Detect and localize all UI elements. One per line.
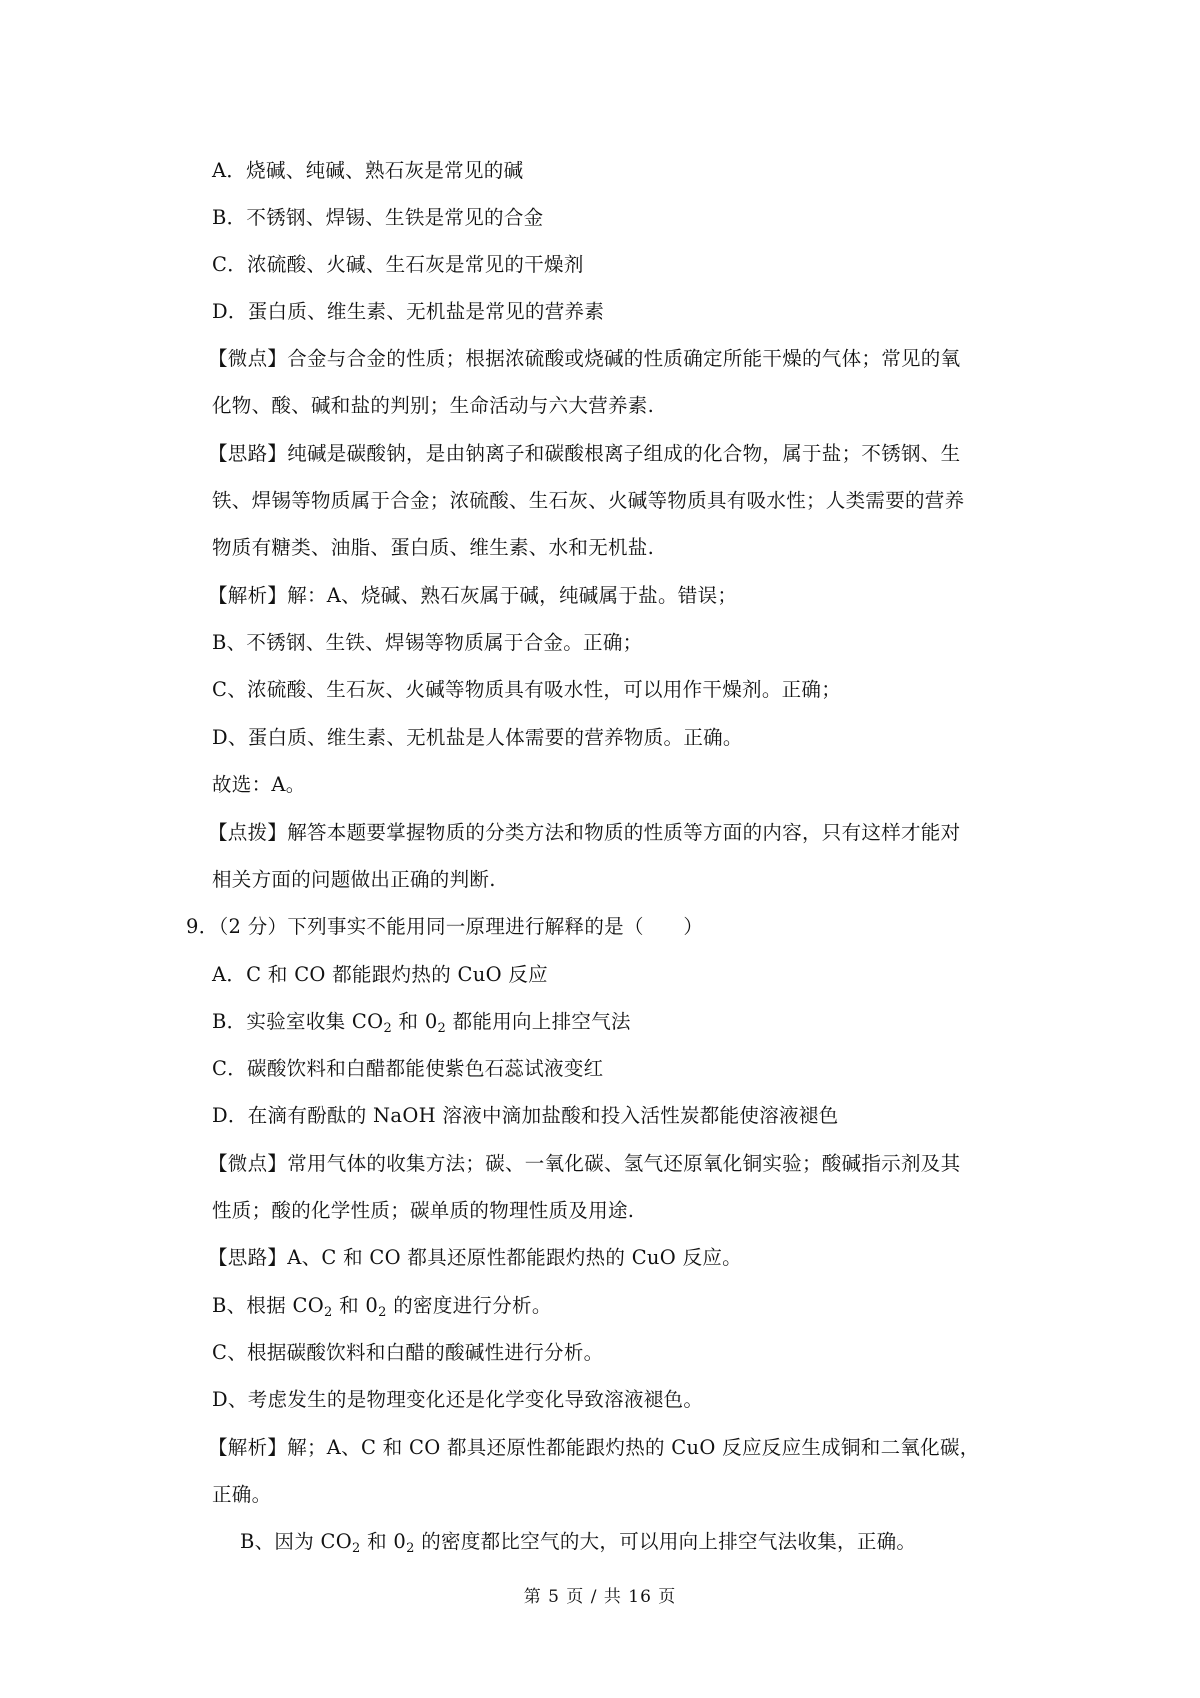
q9-stem: 9．（2 分）下列事实不能用同一原理进行解释的是（ ） <box>186 915 704 938</box>
q8-option-a: A．烧碱、纯碱、熟石灰是常见的碱 <box>212 159 524 182</box>
q8-option-d: D．蛋白质、维生素、无机盐是常见的营养素 <box>212 300 605 323</box>
q9-silu-a: 【思路】A、C 和 CO 都具还原性都能跟灼热的 CuO 反应。 <box>208 1246 742 1269</box>
q8-dianbo-line1: 【点拨】解答本题要掌握物质的分类方法和物质的性质等方面的内容，只有这样才能对 <box>208 821 961 844</box>
q8-dianbo-line2: 相关方面的问题做出正确的判断. <box>212 868 496 891</box>
q8-answer: 故选：A。 <box>212 773 306 796</box>
q8-jiexi-line2: B、不锈钢、生铁、焊锡等物质属于合金。正确； <box>212 631 643 654</box>
q8-option-b: B．不锈钢、焊锡、生铁是常见的合金 <box>212 206 544 229</box>
q8-weidian-line1: 【微点】合金与合金的性质；根据浓硫酸或烧碱的性质确定所能干燥的气体；常见的氧 <box>208 347 961 370</box>
q8-weidian-line2: 化物、酸、碱和盐的判别；生命活动与六大营养素. <box>212 394 655 417</box>
q8-silu-line2: 铁、焊锡等物质属于合金；浓硫酸、生石灰、火碱等物质具有吸水性；人类需要的营养 <box>212 489 965 512</box>
q9-option-c: C．碳酸饮料和白醋都能使紫色石蕊试液变红 <box>212 1057 604 1080</box>
page-number-footer: 第 5 页 / 共 16 页 <box>523 1587 677 1607</box>
q9-silu-c: C、根据碳酸饮料和白醋的酸碱性进行分析。 <box>212 1341 604 1364</box>
q9-jiexi-b: B、因为 $CO_2$ 和 $0_2$ 的密度都比空气的大，可以用向上排空气法收集，正确。 <box>240 1530 917 1556</box>
q8-jiexi-line1: 【解析】解：A、烧碱、熟石灰属于碱，纯碱属于盐。错误； <box>208 584 738 607</box>
q8-silu-line3: 物质有糖类、油脂、蛋白质、维生素、水和无机盐. <box>212 536 655 559</box>
q8-option-c: C．浓硫酸、火碱、生石灰是常见的干燥剂 <box>212 253 584 276</box>
q9-weidian-line1: 【微点】常用气体的收集方法；碳、一氧化碳、氢气还原氧化铜实验；酸碱指示剂及其 <box>208 1152 961 1175</box>
q9-jiexi-line1: 【解析】解；A、C 和 CO 都具还原性都能跟灼热的 CuO 反应反应生成铜和二氧化碳， <box>208 1436 980 1459</box>
q8-jiexi-line4: D、蛋白质、维生素、无机盐是人体需要的营养物质。正确。 <box>212 726 743 749</box>
q9-option-a: A．C 和 CO 都能跟灼热的 CuO 反应 <box>212 963 548 986</box>
q9-option-d: D．在滴有酚酞的 NaOH 溶液中滴加盐酸和投入活性炭都能使溶液褪色 <box>212 1104 839 1127</box>
q9-jiexi-line2: 正确。 <box>212 1483 272 1506</box>
q9-option-b: B．实验室收集 $CO_2$ 和 $0_2$ 都能用向上排空气法 <box>212 1010 631 1036</box>
q9-silu-b: B、根据 $CO_2$ 和 $0_2$ 的密度进行分析。 <box>212 1294 552 1320</box>
q9-silu-d: D、考虑发生的是物理变化还是化学变化导致溶液褪色。 <box>212 1388 704 1411</box>
q8-silu-line1: 【思路】纯碱是碳酸钠，是由钠离子和碳酸根离子组成的化合物，属于盐；不锈钢、生 <box>208 442 961 465</box>
q9-weidian-line2: 性质；酸的化学性质；碳单质的物理性质及用途. <box>212 1199 635 1222</box>
q8-jiexi-line3: C、浓硫酸、生石灰、火碱等物质具有吸水性，可以用作干燥剂。正确； <box>212 678 842 701</box>
